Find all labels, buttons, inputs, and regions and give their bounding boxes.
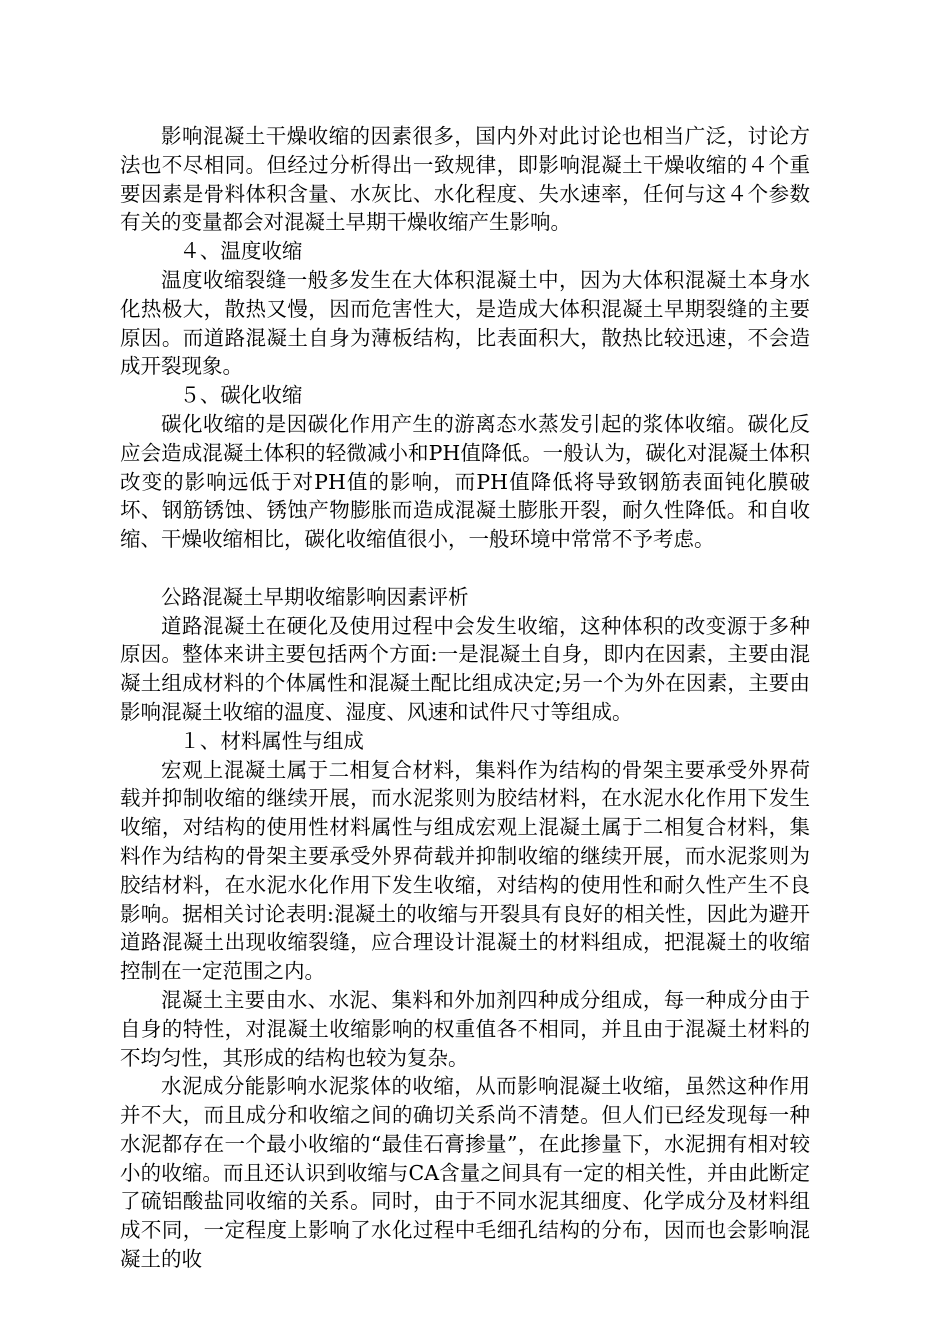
- paragraph-drying-shrinkage-factors: 影响混凝土干燥收缩的因素很多，国内外对此讨论也相当广泛，讨论方法也不尽相同。但经过分析得出一致规律，即影响混凝土干燥收缩的４个重要因素是骨料体积含量、水灰比、水化程度、失水速率，任何与这４个参数有关的变量都会对混凝土早期干燥收缩产生影响。: [120, 124, 810, 235]
- paragraph-concrete-components: 混凝土主要由水、水泥、集料和外加剂四种成分组成，每一种成分由于自身的特性，对混凝土收缩影响的权重值各不相同，并且由于混凝土材料的不均匀性，其形成的结构也较为复杂。: [120, 987, 810, 1070]
- paragraph-carbonation-shrinkage: 碳化收缩的是因碳化作用产生的游离态水蒸发引起的浆体收缩。碳化反应会造成混凝土体积的轻微减小和PH值降低。一般认为，碳化对混凝土体积改变的影响远低于对PH值的影响，而PH值降低将导致钢筋表面钝化膜破坏、钢筋锈蚀、锈蚀产物膨胀而造成混凝土膨胀开裂，耐久性降低。和自收缩、干燥收缩相比，碳化收缩值很小，一般环境中常常不予考虑。: [120, 411, 810, 552]
- article-title: 公路混凝土早期收缩影响因素评析: [161, 584, 469, 609]
- document-body: [120, 122, 810, 1274]
- heading-carbonation-shrinkage: ５、碳化收缩: [179, 383, 303, 408]
- paragraph-road-concrete-shrinkage: 道路混凝土在硬化及使用过程中会发生收缩，这种体积的改变源于多种原因。整体来讲主要包括两个方面:一是混凝土自身，即内在因素，主要由混凝土组成材料的个体属性和混凝土配比组成决定;另一个为外在因素，主要由影响混凝土收缩的温度、湿度、风速和试件尺寸等组成。: [120, 613, 810, 724]
- heading-temperature-shrinkage: ４、温度收缩: [179, 239, 303, 264]
- blank-line: [120, 554, 810, 583]
- paragraph-cement-composition: 水泥成分能影响水泥浆体的收缩，从而影响混凝土收缩，虽然这种作用并不大，而且成分和收缩之间的确切关系尚不清楚。但人们已经发现每一种水泥都存在一个最小收缩的“最佳石膏掺量”，在此掺量下，水泥拥有相对较小的收缩。而且还认识到收缩与CA含量之间具有一定的相关性，并由此断定了硫铝酸盐同收缩的关系。同时，由于不同水泥其细度、化学成分及材料组成不同，一定程度上影响了水化过程中毛细孔结构的分布，因而也会影响混凝土的收: [120, 1074, 810, 1272]
- paragraph-macro-composite: 宏观上混凝土属于二相复合材料，集料作为结构的骨架主要承受外界荷载并抑制收缩的继续开展，而水泥浆则为胶结材料，在水泥水化作用下发生收缩，对结构的使用性材料属性与组成宏观上混凝土属于二相复合材料，集料作为结构的骨架主要承受外界荷载并抑制收缩的继续开展，而水泥浆则为胶结材料，在水泥水化作用下发生收缩，对结构的使用性和耐久性产生不良影响。据相关讨论表明:混凝土的收缩与开裂具有良好的相关性，因此为避开道路混凝土出现收缩裂缝，应合理设计混凝土的材料组成，把混凝土的收缩控制在一定范围之内。: [120, 757, 810, 984]
- paragraph-temperature-shrinkage: 温度收缩裂缝一般多发生在大体积混凝土中，因为大体积混凝土本身水化热极大，散热又慢，因而危害性大，是造成大体积混凝土早期裂缝的主要原因。而道路混凝土自身为薄板结构，比表面积大，散热比较迅速，不会造成开裂现象。: [120, 267, 810, 379]
- heading-material-properties: １、材料属性与组成: [179, 728, 364, 753]
